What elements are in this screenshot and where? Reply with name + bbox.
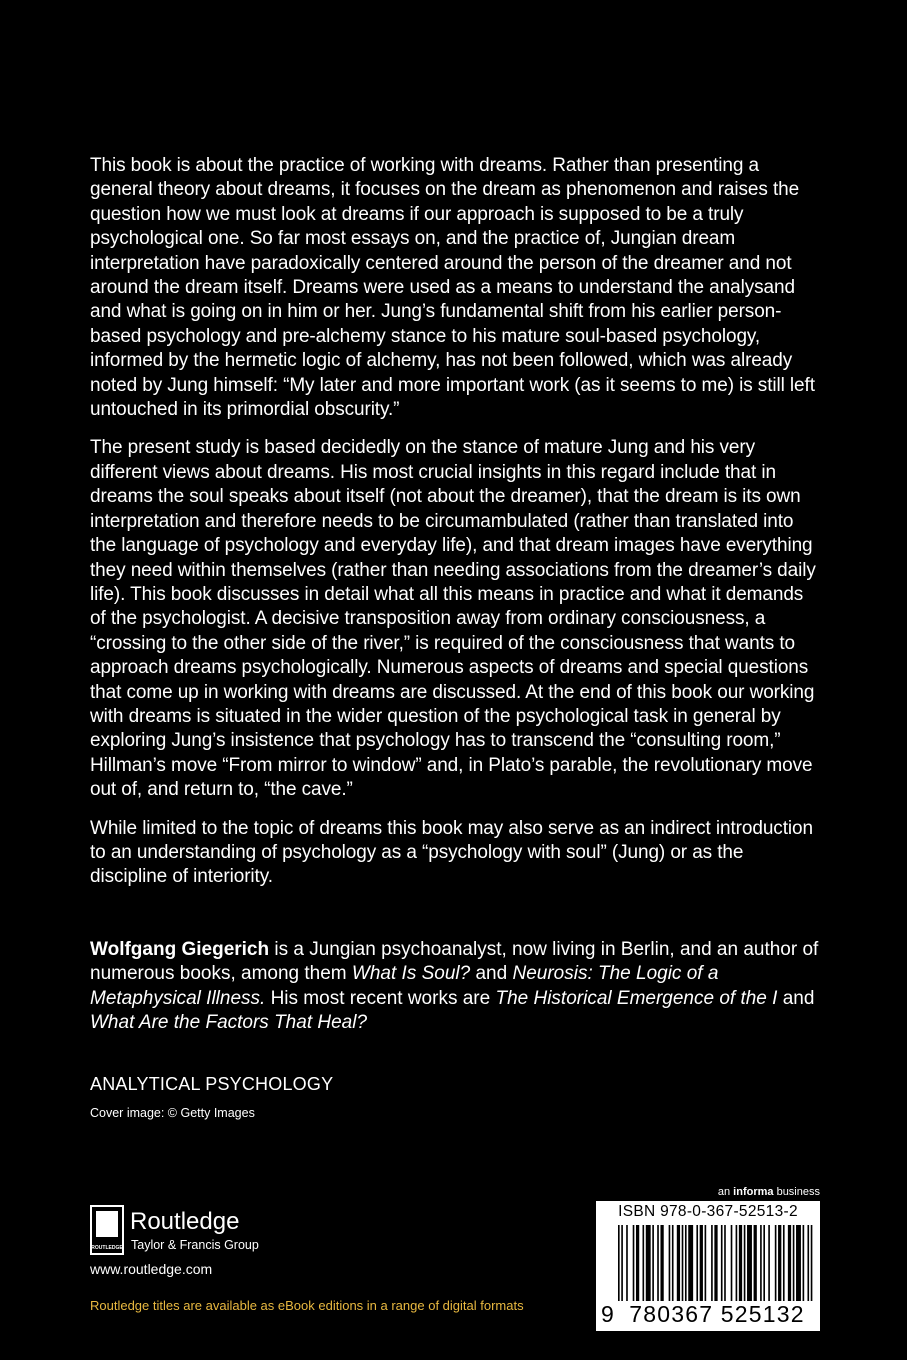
barcode-bar (646, 1225, 651, 1311)
barcode-bar (685, 1225, 687, 1311)
barcode-bar (793, 1225, 795, 1311)
barcode-bar (669, 1225, 671, 1311)
bio-text: His most recent works are (265, 987, 496, 1009)
author-name: Wolfgang Giegerich (90, 939, 270, 960)
barcode-bar (744, 1225, 746, 1311)
barcode-bar (618, 1225, 620, 1311)
back-cover-blurb (90, 154, 820, 904)
blurb-paragraph-3: While limited to the topic of dreams this book may also serve as an indirect introduction to an understanding of psychology as a “psychology with soul” (Jung) or as the discipline of interiority. (90, 817, 813, 888)
barcode-bar (711, 1225, 713, 1311)
blurb-paragraph-2: The present study is based decidedly on the stance of mature Jung and his very different views about dreams. His most crucial insights in this regard include that in dreams the soul speaks about itself (not about the dreamer), that the dream is its own interpretation and therefore needs to be circumambulated (rather than translated into the language of psychology and everyday life), and that dream images have everything they need within themselves (rather than needing associations from the dreamer’s daily life). This book discusses in detail what all this means in practice and what it demands of the psychologist. A decisive transposition away from ordinary consciousness, a “crossing to the other side of the river,” is required of the consciousness that wants to approach dreams psychologically. Numerous aspects of dreams and special questions that come up in working with dreams are discussed. At the end of this book our working with dreams is situated in the wider question of the psychological task in general by exploring Jung’s insistence that psychology has to transcend the “consulting room,” Hillman’s move “From mirror to window” and, in Plato’s parable, the revolutionary move out of, and return to, “the cave.” (90, 437, 816, 801)
barcode-bar (657, 1225, 659, 1311)
barcode-bar (633, 1225, 635, 1311)
barcode-bar (788, 1225, 791, 1311)
publisher-group: Taylor & Francis Group (131, 1238, 259, 1252)
subject-category: ANALYTICAL PSYCHOLOGY (90, 1074, 334, 1094)
barcode-bar (747, 1225, 752, 1311)
barcode-bar (700, 1225, 703, 1311)
barcode-bar (621, 1225, 623, 1311)
book-title: The Historical Emergence of the I (495, 987, 778, 1009)
ebook-note: Routledge titles are available as eBook editions in a range of digital formats (90, 1298, 524, 1313)
publisher-name: Routledge (130, 1208, 240, 1235)
barcode-bar (672, 1225, 674, 1311)
barcode-bar (775, 1225, 777, 1311)
barcode-bar (763, 1225, 765, 1311)
informa-post: business (773, 1186, 820, 1198)
barcode-bar (739, 1225, 742, 1311)
barcode-bar (652, 1225, 654, 1311)
informa-brand: informa (733, 1186, 774, 1198)
barcode-bar (682, 1225, 684, 1311)
barcode-first-digit: 9 (601, 1301, 614, 1327)
barcode-bar (731, 1225, 733, 1311)
barcode-bar (760, 1225, 762, 1311)
barcode-bar (783, 1225, 785, 1311)
barcode-bar (660, 1225, 663, 1311)
cover-credit: Cover image: © Getty Images (90, 1106, 255, 1120)
author-bio (90, 938, 820, 1036)
bio-text: and (470, 963, 513, 985)
barcode-bar (724, 1225, 726, 1311)
barcode-digits: 780367 525132 (618, 1301, 816, 1327)
barcode-bar (636, 1225, 639, 1311)
barcode-bar (721, 1225, 723, 1311)
informa-pre: an (717, 1186, 734, 1198)
book-title: What Is Soul? (351, 963, 471, 985)
barcode-bar (754, 1225, 757, 1311)
blurb-paragraph-1: This book is about the practice of working with dreams. Rather than presenting a general theory about dreams, it focuses on the dream as phenomenon and raises the question how we must look at dreams if our approach is supposed to be a truly psychological one. So far most essays on, and the practice of, Jungian dream interpretation have paradoxically centered around the person of the dreamer and not around the dream itself. Dreams were used as a means to understand the analysand and what is going on in him or her. Jung’s fundamental shift from his earlier person-based psychology and pre-alchemy stance to his mature soul-based psychology, informed by the hermetic logic of alchemy, has not been followed, which was already noted by Jung himself: “My later and more important work (as it seems to me) is still left untouched in its primordial obscurity.” (90, 155, 815, 421)
barcode-bar (714, 1225, 717, 1311)
isbn-label: ISBN 978-0-367-52513-2 (618, 1203, 798, 1220)
bio-text: is a Jungian psychoanalyst, now living in Berlin, and an author of numerous books, among them (90, 939, 819, 985)
barcode-bar (705, 1225, 707, 1311)
barcode-bars (618, 1225, 814, 1311)
barcode-bar (688, 1225, 693, 1311)
bio-text: and (777, 987, 815, 1009)
barcode-bar (677, 1225, 680, 1311)
routledge-logo-icon (90, 1205, 124, 1255)
barcode-bar (736, 1225, 738, 1311)
barcode-bar (626, 1225, 628, 1311)
barcode-bar (811, 1225, 813, 1311)
isbn-barcode (596, 1201, 820, 1331)
barcode-bar (803, 1225, 805, 1311)
barcode-bar (696, 1225, 698, 1311)
barcode-bar (807, 1225, 809, 1311)
informa-tagline (718, 1186, 820, 1198)
barcode-bar (643, 1225, 645, 1311)
book-title: What Are the Factors That Heal? (90, 1012, 368, 1034)
barcode-bar (778, 1225, 781, 1311)
barcode-bar (796, 1225, 801, 1311)
barcode-bar (768, 1225, 770, 1311)
logo-mark-text: ROUTLEDGE (91, 1245, 123, 1251)
publisher-website[interactable]: www.routledge.com (90, 1261, 213, 1277)
book-title: Neurosis: The Logic of a Metaphysical Illness. (90, 963, 719, 1009)
